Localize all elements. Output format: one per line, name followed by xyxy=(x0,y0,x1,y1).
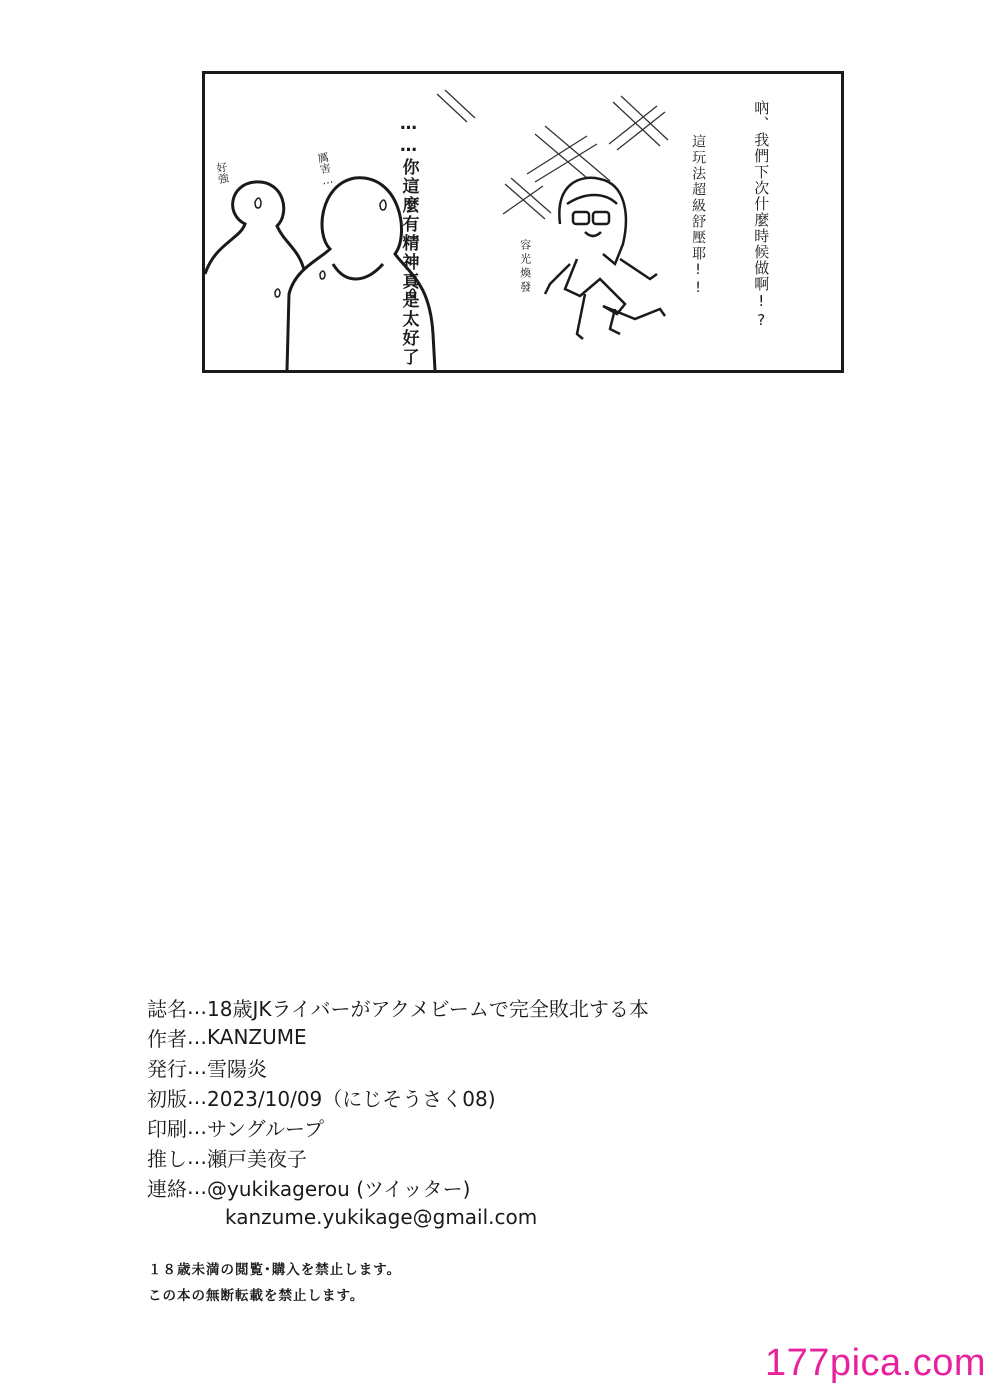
row-separator: … xyxy=(187,1055,207,1079)
row-value: KANZUME xyxy=(207,1025,307,1049)
reprint-prohibition-notice: この本の無断転載を禁止します。 xyxy=(148,1288,365,1304)
sfx-man-right: 厲害… xyxy=(315,150,336,188)
colophon-row-oshi xyxy=(147,1142,649,1172)
site-watermark: 177pica.com xyxy=(765,1342,986,1384)
comic-panel xyxy=(202,71,844,373)
row-value: サングループ xyxy=(207,1116,324,1141)
sfx-glow-text: 容光煥發 xyxy=(518,239,532,295)
row-value: 18歳JKライバーがアクメビームで完全敗北する本 xyxy=(207,996,649,1021)
colophon-row-printer xyxy=(147,1112,649,1142)
row-label: 作者 xyxy=(147,1026,187,1051)
row-label: 印刷 xyxy=(147,1116,187,1141)
row-value: @yukikagerou (ツイッター) xyxy=(207,1176,471,1201)
row-separator: … xyxy=(187,1175,207,1199)
contact-email: kanzume.yukikage@gmail.com xyxy=(225,1205,538,1229)
colophon-row-author xyxy=(147,1022,649,1052)
row-value: 雪陽炎 xyxy=(207,1056,267,1081)
row-label: 誌名 xyxy=(147,996,187,1021)
row-label: 推し xyxy=(147,1146,187,1171)
row-separator: … xyxy=(187,1145,207,1169)
row-separator: … xyxy=(187,1115,207,1139)
sparkle-lines xyxy=(437,90,668,219)
men-speech-bubble: ……你這麼有精神真是太好了 xyxy=(398,114,419,367)
row-separator: … xyxy=(187,1025,207,1049)
colophon-row-contact xyxy=(147,1172,649,1202)
row-value: 2023/10/09（にじそうさく08) xyxy=(207,1086,496,1111)
sfx-man-left: 好強 xyxy=(214,161,231,185)
panel-artwork xyxy=(205,74,841,370)
row-value: 瀬戸美夜子 xyxy=(207,1146,307,1171)
girl-figure xyxy=(545,178,665,339)
colophon xyxy=(147,992,649,1232)
row-label: 発行 xyxy=(147,1056,187,1081)
girl-speech-bubble-1: 吶、我們下次什麼時候做啊!? xyxy=(752,100,771,330)
age-restriction-notice: １８歳未満の閲覧･購入を禁止します。 xyxy=(148,1262,402,1278)
row-label: 初版 xyxy=(147,1086,187,1111)
row-label: 連絡 xyxy=(147,1176,187,1201)
man-left-figure xyxy=(205,182,305,274)
row-separator: … xyxy=(187,995,207,1019)
colophon-row-email xyxy=(147,1202,649,1232)
colophon-row-title xyxy=(147,992,649,1022)
row-separator: … xyxy=(187,1085,207,1109)
girl-speech-bubble-2: 這玩法超級舒壓耶!! xyxy=(690,134,707,298)
colophon-row-publisher xyxy=(147,1052,649,1082)
colophon-row-first-edition xyxy=(147,1082,649,1112)
